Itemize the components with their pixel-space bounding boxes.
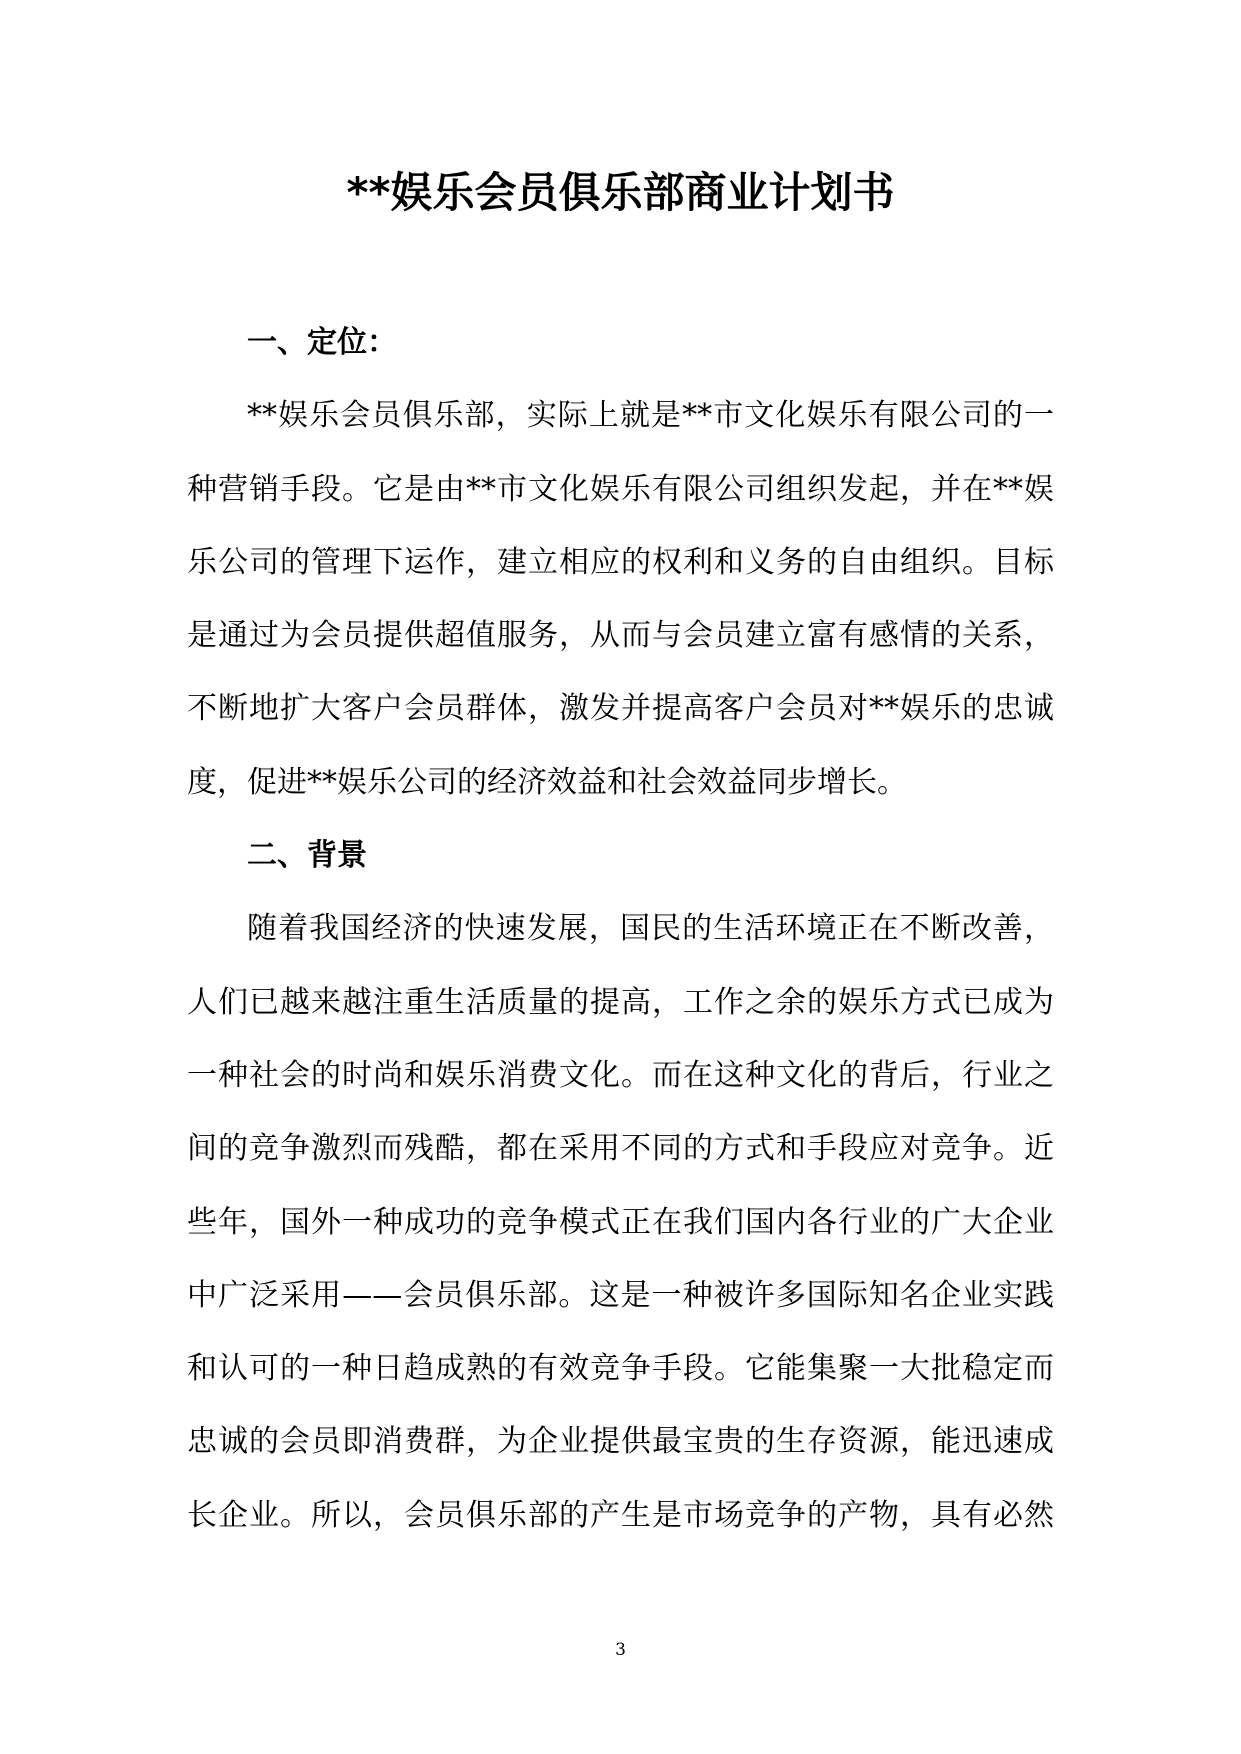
document-title: **娱乐会员俱乐部商业计划书 bbox=[346, 168, 895, 217]
paragraph-line: 乐公司的管理下运作，建立相应的权利和义务的自由组织。目标 bbox=[187, 544, 1054, 580]
paragraph-line: **娱乐会员俱乐部，实际上就是**市文化娱乐有限公司的一 bbox=[247, 398, 1054, 434]
paragraph-line: 一种社会的时尚和娱乐消费文化。而在这种文化的背后，行业之 bbox=[187, 1057, 1054, 1093]
page-number: 3 bbox=[615, 1640, 626, 1660]
paragraph-line: 长企业。所以，会员俱乐部的产生是市场竞争的产物，具有必然 bbox=[187, 1497, 1054, 1533]
paragraph-line: 度，促进**娱乐公司的经济效益和社会效益同步增长。 bbox=[187, 764, 907, 800]
paragraph-line: 不断地扩大客户会员群体，激发并提高客户会员对**娱乐的忠诚 bbox=[187, 691, 1054, 727]
paragraph-line: 间的竞争激烈而残酷，都在采用不同的方式和手段应对竞争。近 bbox=[187, 1131, 1054, 1167]
section-heading-background: 二、背景 bbox=[247, 838, 367, 874]
paragraph-line: 中广泛采用——会员俱乐部。这是一种被许多国际知名企业实践 bbox=[187, 1277, 1054, 1313]
paragraph-line: 和认可的一种日趋成熟的有效竞争手段。它能集聚一大批稳定而 bbox=[187, 1351, 1054, 1387]
document-body bbox=[187, 306, 1054, 1552]
paragraph-line: 人们已越来越注重生活质量的提高，工作之余的娱乐方式已成为 bbox=[187, 984, 1054, 1020]
paragraph-line: 是通过为会员提供超值服务，从而与会员建立富有感情的关系， bbox=[187, 618, 1054, 654]
section-heading-positioning: 一、定位： bbox=[247, 325, 397, 360]
paragraph-line: 种营销手段。它是由**市文化娱乐有限公司组织发起，并在**娱 bbox=[187, 471, 1054, 507]
paragraph-line: 随着我国经济的快速发展，国民的生活环境正在不断改善， bbox=[247, 911, 1054, 947]
paragraph-line: 些年，国外一种成功的竞争模式正在我们国内各行业的广大企业 bbox=[187, 1204, 1054, 1240]
paragraph-line: 忠诚的会员即消费群，为企业提供最宝贵的生存资源，能迅速成 bbox=[187, 1424, 1054, 1460]
